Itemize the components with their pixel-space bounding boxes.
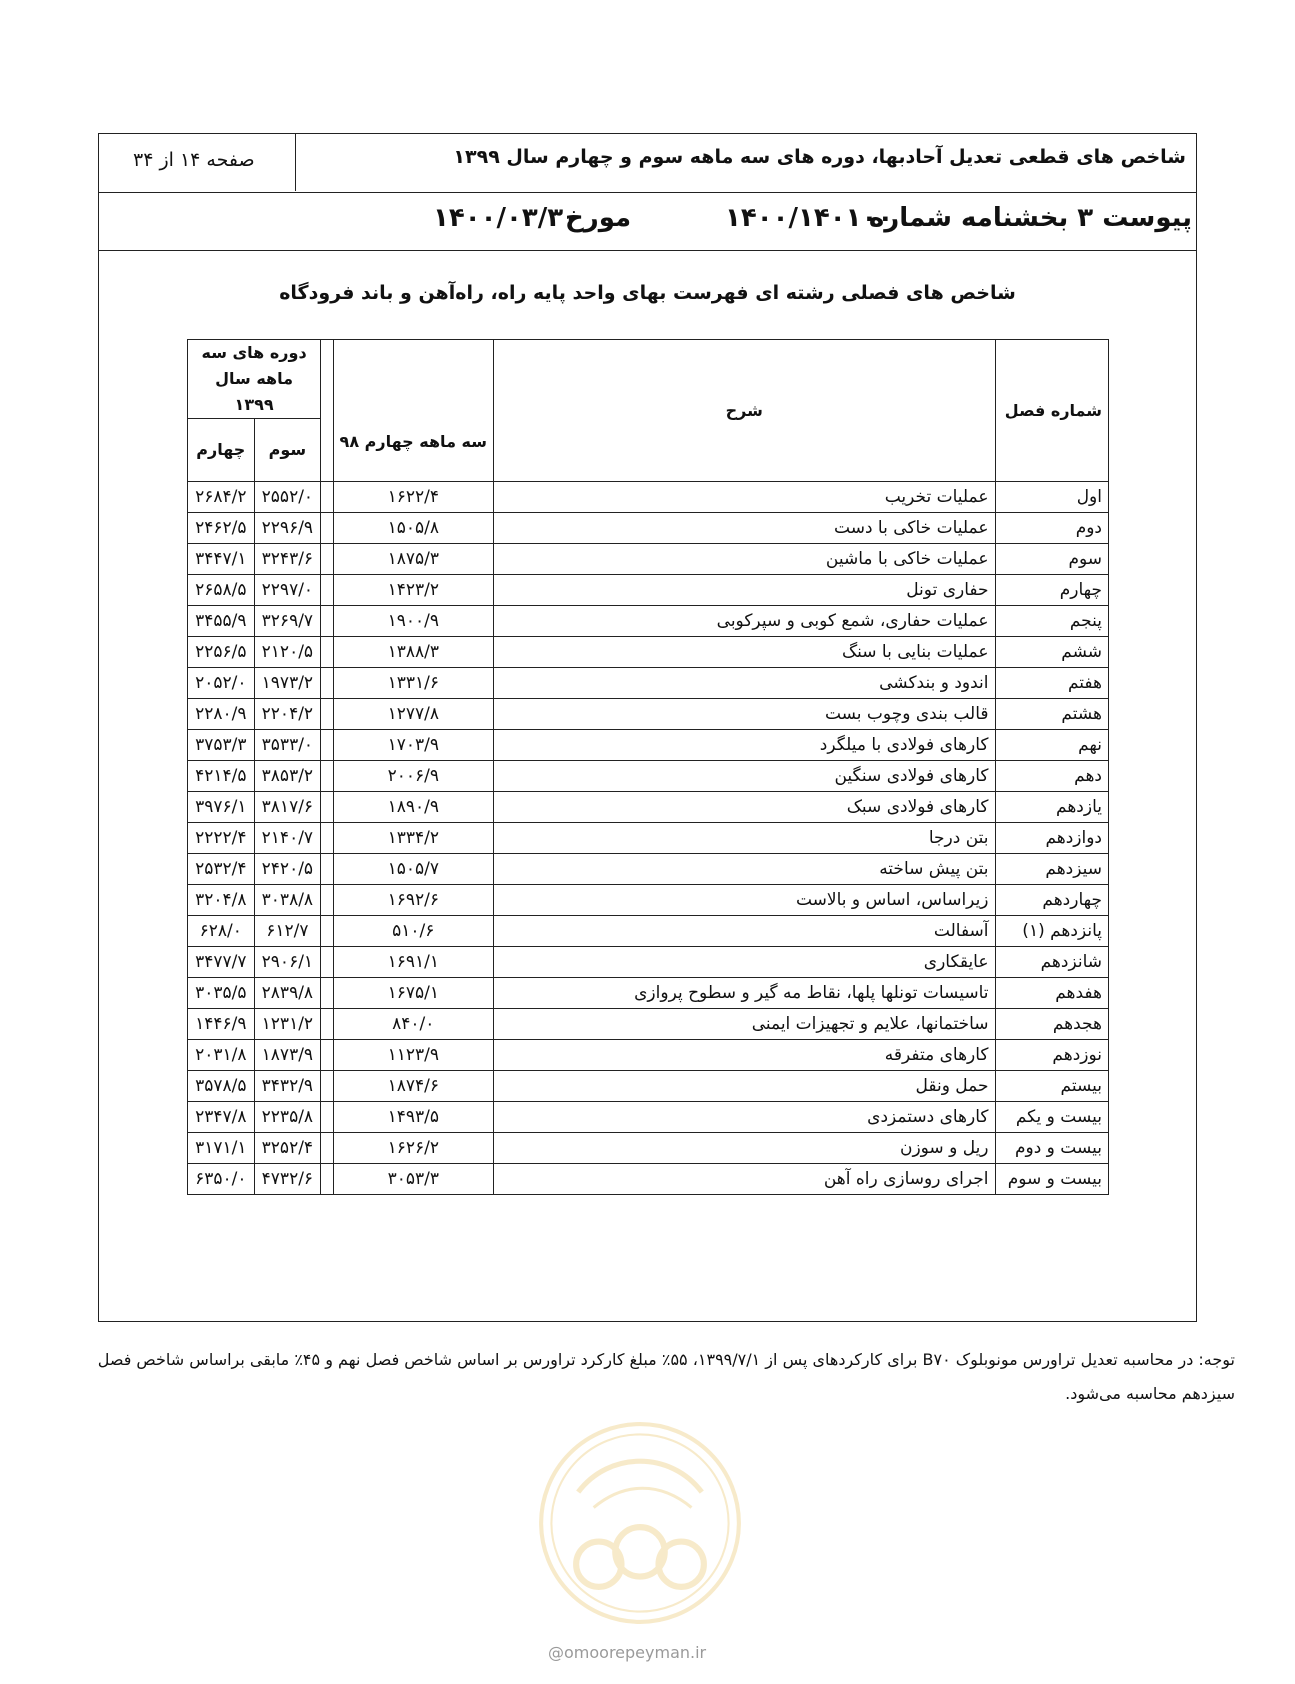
q3-cell: ۳۲۶۹/۷ bbox=[254, 606, 321, 637]
base-cell: ۱۸۷۴/۶ bbox=[333, 1071, 493, 1102]
chapter-cell: دوازدهم bbox=[995, 823, 1108, 854]
q3-cell: ۳۸۵۳/۲ bbox=[254, 761, 321, 792]
q4-cell: ۶۲۸/۰ bbox=[188, 916, 255, 947]
q3-cell: ۴۷۳۲/۶ bbox=[254, 1164, 321, 1195]
base-cell: ۱۹۰۰/۹ bbox=[333, 606, 493, 637]
base-cell: ۱۵۰۵/۸ bbox=[333, 513, 493, 544]
q3-cell: ۲۲۹۶/۹ bbox=[254, 513, 321, 544]
description-cell: کارهای فولادی سنگین bbox=[493, 761, 995, 792]
gap-cell bbox=[321, 823, 333, 854]
table-row bbox=[188, 575, 1109, 606]
page-number-cell bbox=[99, 134, 296, 191]
description-cell: آسفالت bbox=[493, 916, 995, 947]
header-periods-group: دوره های سه ماهه سال ۱۳۹۹ bbox=[188, 340, 321, 419]
chapter-cell: دوم bbox=[995, 513, 1108, 544]
description-cell: عایقکاری bbox=[493, 947, 995, 978]
q4-cell: ۶۳۵۰/۰ bbox=[188, 1164, 255, 1195]
description-cell: ساختمانها، علایم و تجهیزات ایمنی bbox=[493, 1009, 995, 1040]
description-cell: عملیات خاکی با دست bbox=[493, 513, 995, 544]
description-cell: کارهای فولادی سبک bbox=[493, 792, 995, 823]
gap-cell bbox=[321, 482, 333, 513]
table-row bbox=[188, 482, 1109, 513]
chapter-cell: هجدهم bbox=[995, 1009, 1108, 1040]
chapter-cell: چهارم bbox=[995, 575, 1108, 606]
gap-cell bbox=[321, 606, 333, 637]
header-q3: سوم bbox=[254, 419, 321, 482]
q3-cell: ۳۴۳۲/۹ bbox=[254, 1071, 321, 1102]
q4-cell: ۳۲۰۴/۸ bbox=[188, 885, 255, 916]
q4-cell: ۲۳۴۷/۸ bbox=[188, 1102, 255, 1133]
table-row bbox=[188, 668, 1109, 699]
q3-cell: ۳۲۴۳/۶ bbox=[254, 544, 321, 575]
document-title: شاخص های قطعی تعدیل آحادبها، دوره های سه ماهه سوم و چهارم سال ۱۳۹۹ bbox=[453, 146, 1186, 168]
gap-cell bbox=[321, 916, 333, 947]
gap-cell bbox=[321, 1164, 333, 1195]
description-cell: بتن پیش ساخته bbox=[493, 854, 995, 885]
header-gap bbox=[321, 340, 333, 482]
table-row bbox=[188, 1164, 1109, 1195]
q4-cell: ۳۴۵۵/۹ bbox=[188, 606, 255, 637]
table-row bbox=[188, 978, 1109, 1009]
description-cell: حفاری تونل bbox=[493, 575, 995, 606]
table-row bbox=[188, 823, 1109, 854]
gap-cell bbox=[321, 978, 333, 1009]
base-cell: ۱۳۳۴/۲ bbox=[333, 823, 493, 854]
gap-cell bbox=[321, 885, 333, 916]
base-cell: ۱۸۷۵/۳ bbox=[333, 544, 493, 575]
description-cell: عملیات حفاری، شمع کوبی و سپرکوبی bbox=[493, 606, 995, 637]
base-cell: ۱۶۹۱/۱ bbox=[333, 947, 493, 978]
date-label: مورخ bbox=[565, 203, 632, 233]
q4-cell: ۳۷۵۳/۳ bbox=[188, 730, 255, 761]
circular-row bbox=[99, 193, 1196, 251]
q4-cell: ۳۱۷۱/۱ bbox=[188, 1133, 255, 1164]
description-cell: ریل و سوزن bbox=[493, 1133, 995, 1164]
q3-cell: ۳۵۳۳/۰ bbox=[254, 730, 321, 761]
watermark-site: @omoorepeyman.ir bbox=[548, 1643, 707, 1662]
base-cell: ۱۶۹۲/۶ bbox=[333, 885, 493, 916]
q3-cell: ۲۹۰۶/۱ bbox=[254, 947, 321, 978]
q4-cell: ۲۲۸۰/۹ bbox=[188, 699, 255, 730]
table-row bbox=[188, 606, 1109, 637]
gap-cell bbox=[321, 947, 333, 978]
chapter-cell: دهم bbox=[995, 761, 1108, 792]
table-row bbox=[188, 1040, 1109, 1071]
q4-cell: ۱۴۴۶/۹ bbox=[188, 1009, 255, 1040]
base-cell: ۱۴۲۳/۲ bbox=[333, 575, 493, 606]
chapter-cell: یازدهم bbox=[995, 792, 1108, 823]
base-cell: ۱۵۰۵/۷ bbox=[333, 854, 493, 885]
q3-cell: ۲۲۳۵/۸ bbox=[254, 1102, 321, 1133]
description-cell: کارهای متفرقه bbox=[493, 1040, 995, 1071]
base-cell: ۳۰۵۳/۳ bbox=[333, 1164, 493, 1195]
q4-cell: ۲۶۵۸/۵ bbox=[188, 575, 255, 606]
q4-cell: ۳۰۳۵/۵ bbox=[188, 978, 255, 1009]
q3-cell: ۱۸۷۳/۹ bbox=[254, 1040, 321, 1071]
chapter-cell: پانزدهم (۱) bbox=[995, 916, 1108, 947]
q4-cell: ۳۴۷۷/۷ bbox=[188, 947, 255, 978]
q4-cell: ۲۰۵۲/۰ bbox=[188, 668, 255, 699]
header-base bbox=[333, 340, 493, 482]
gap-cell bbox=[321, 513, 333, 544]
base-cell: ۱۶۲۶/۲ bbox=[333, 1133, 493, 1164]
table-row bbox=[188, 1102, 1109, 1133]
chapter-cell: هفدهم bbox=[995, 978, 1108, 1009]
table-row bbox=[188, 1071, 1109, 1102]
q4-cell: ۲۴۶۲/۵ bbox=[188, 513, 255, 544]
gap-cell bbox=[321, 1040, 333, 1071]
table-body bbox=[188, 482, 1109, 1195]
base-cell: ۱۶۷۵/۱ bbox=[333, 978, 493, 1009]
chapter-cell: بیست و دوم bbox=[995, 1133, 1108, 1164]
gap-cell bbox=[321, 637, 333, 668]
table-row bbox=[188, 885, 1109, 916]
gap-cell bbox=[321, 575, 333, 606]
q4-cell: ۲۲۲۲/۴ bbox=[188, 823, 255, 854]
chapter-cell: نهم bbox=[995, 730, 1108, 761]
description-cell: عملیات تخریب bbox=[493, 482, 995, 513]
page-number: صفحه ۱۴ از ۳۴ bbox=[133, 149, 255, 171]
gap-cell bbox=[321, 544, 333, 575]
section-title: شاخص های فصلی رشته ای فهرست بهای واحد پایه راه، راه‌آهن و باند فرودگاه bbox=[279, 282, 1016, 304]
q3-cell: ۲۸۳۹/۸ bbox=[254, 978, 321, 1009]
gap-cell bbox=[321, 1009, 333, 1040]
q4-cell: ۲۲۵۶/۵ bbox=[188, 637, 255, 668]
base-cell: ۲۰۰۶/۹ bbox=[333, 761, 493, 792]
table-row bbox=[188, 761, 1109, 792]
chapter-cell: سوم bbox=[995, 544, 1108, 575]
gap-cell bbox=[321, 1102, 333, 1133]
q3-cell: ۲۲۹۷/۰ bbox=[254, 575, 321, 606]
gap-cell bbox=[321, 1133, 333, 1164]
footnote: توجه: در محاسبه تعدیل تراورس مونوبلوک B۷۰ برای کارکردهای پس از ۱۳۹۹/۷/۱، ۵۵٪ مبلغ کارکرد تراورس بر اساس شاخص فصل نهم و ۴۵٪ مابقی براساس شاخص فصل سیزدهم محاسبه می‌شود. bbox=[97, 1350, 1235, 1403]
index-table bbox=[187, 339, 1109, 1195]
table-row bbox=[188, 544, 1109, 575]
chapter-cell: هفتم bbox=[995, 668, 1108, 699]
q3-cell: ۳۲۵۲/۴ bbox=[254, 1133, 321, 1164]
description-cell: حمل ونقل bbox=[493, 1071, 995, 1102]
base-cell: ۱۳۳۱/۶ bbox=[333, 668, 493, 699]
base-cell: ۱۳۸۸/۳ bbox=[333, 637, 493, 668]
header-chapter: شماره فصل bbox=[995, 340, 1108, 482]
base-cell: ۸۴۰/۰ bbox=[333, 1009, 493, 1040]
q4-cell: ۳۵۷۸/۵ bbox=[188, 1071, 255, 1102]
q4-cell: ۴۲۱۴/۵ bbox=[188, 761, 255, 792]
table-row bbox=[188, 792, 1109, 823]
base-cell: ۵۱۰/۶ bbox=[333, 916, 493, 947]
header-row bbox=[99, 134, 1196, 193]
q4-cell: ۳۴۴۷/۱ bbox=[188, 544, 255, 575]
base-cell: ۱۶۲۲/۴ bbox=[333, 482, 493, 513]
gap-cell bbox=[321, 730, 333, 761]
description-cell: زیراساس، اساس و بالاست bbox=[493, 885, 995, 916]
circular-label: پیوست ۳ بخشنامه شماره bbox=[868, 203, 1192, 233]
description-cell: اندود و بندکشی bbox=[493, 668, 995, 699]
q3-cell: ۲۱۲۰/۵ bbox=[254, 637, 321, 668]
q4-cell: ۳۹۷۶/۱ bbox=[188, 792, 255, 823]
header-base-label: سه ماهه چهارم ۹۸ bbox=[339, 431, 487, 451]
gap-cell bbox=[321, 1071, 333, 1102]
description-cell: تاسیسات تونلها پلها، نقاط مه گیر و سطوح پروازی bbox=[493, 978, 995, 1009]
chapter-cell: اول bbox=[995, 482, 1108, 513]
description-cell: کارهای فولادی با میلگرد bbox=[493, 730, 995, 761]
table-row bbox=[188, 730, 1109, 761]
description-cell: کارهای دستمزدی bbox=[493, 1102, 995, 1133]
q3-cell: ۳۸۱۷/۶ bbox=[254, 792, 321, 823]
circular-number: ۱۴۰۰/۱۴۰۱۰۰ bbox=[725, 203, 894, 233]
chapter-cell: چهاردهم bbox=[995, 885, 1108, 916]
base-cell: ۱۱۲۳/۹ bbox=[333, 1040, 493, 1071]
q4-cell: ۲۰۳۱/۸ bbox=[188, 1040, 255, 1071]
description-cell: اجرای روسازی راه آهن bbox=[493, 1164, 995, 1195]
q3-cell: ۱۹۷۳/۲ bbox=[254, 668, 321, 699]
description-cell: قالب بندی وچوب بست bbox=[493, 699, 995, 730]
gap-cell bbox=[321, 761, 333, 792]
q3-cell: ۶۱۲/۷ bbox=[254, 916, 321, 947]
chapter-cell: هشتم bbox=[995, 699, 1108, 730]
table-row bbox=[188, 513, 1109, 544]
q3-cell: ۲۴۲۰/۵ bbox=[254, 854, 321, 885]
gap-cell bbox=[321, 668, 333, 699]
table-row bbox=[188, 916, 1109, 947]
table-row bbox=[188, 1133, 1109, 1164]
base-cell: ۱۲۷۷/۸ bbox=[333, 699, 493, 730]
chapter-cell: بیست و سوم bbox=[995, 1164, 1108, 1195]
table-row bbox=[188, 947, 1109, 978]
description-cell: عملیات بنایی با سنگ bbox=[493, 637, 995, 668]
gap-cell bbox=[321, 792, 333, 823]
q4-cell: ۲۶۸۴/۲ bbox=[188, 482, 255, 513]
chapter-cell: ششم bbox=[995, 637, 1108, 668]
watermark-logo bbox=[537, 1420, 743, 1626]
q4-cell: ۲۵۳۲/۴ bbox=[188, 854, 255, 885]
gap-cell bbox=[321, 699, 333, 730]
header-description: شرح bbox=[493, 340, 995, 482]
description-cell: عملیات خاکی با ماشین bbox=[493, 544, 995, 575]
base-cell: ۱۷۰۳/۹ bbox=[333, 730, 493, 761]
q3-cell: ۲۵۵۲/۰ bbox=[254, 482, 321, 513]
table-row bbox=[188, 637, 1109, 668]
chapter-cell: پنجم bbox=[995, 606, 1108, 637]
chapter-cell: نوزدهم bbox=[995, 1040, 1108, 1071]
chapter-cell: سیزدهم bbox=[995, 854, 1108, 885]
table-row bbox=[188, 854, 1109, 885]
table-row bbox=[188, 1009, 1109, 1040]
base-cell: ۱۸۹۰/۹ bbox=[333, 792, 493, 823]
q3-cell: ۳۰۳۸/۸ bbox=[254, 885, 321, 916]
table-row bbox=[188, 699, 1109, 730]
q3-cell: ۱۲۳۱/۲ bbox=[254, 1009, 321, 1040]
q3-cell: ۲۲۰۴/۲ bbox=[254, 699, 321, 730]
chapter-cell: بیست و یکم bbox=[995, 1102, 1108, 1133]
chapter-cell: بیستم bbox=[995, 1071, 1108, 1102]
gap-cell bbox=[321, 854, 333, 885]
q3-cell: ۲۱۴۰/۷ bbox=[254, 823, 321, 854]
base-cell: ۱۴۹۳/۵ bbox=[333, 1102, 493, 1133]
header-q4: چهارم bbox=[188, 419, 255, 482]
description-cell: بتن درجا bbox=[493, 823, 995, 854]
circular-date: ۱۴۰۰/۰۳/۳۰ bbox=[433, 203, 579, 233]
chapter-cell: شانزدهم bbox=[995, 947, 1108, 978]
